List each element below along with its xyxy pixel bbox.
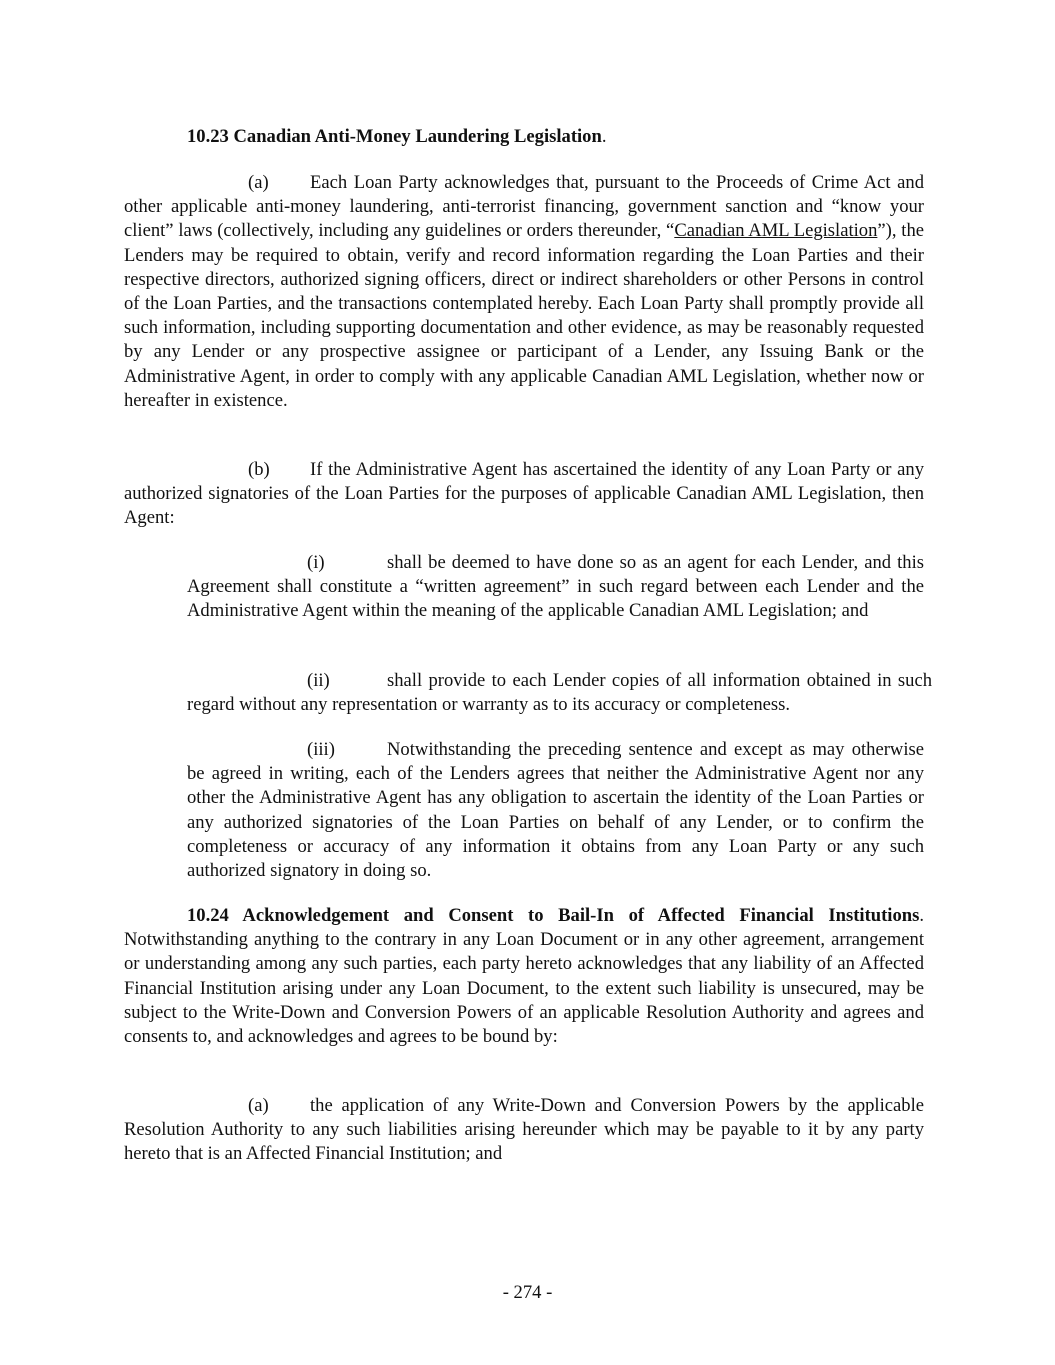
section-10-23-sub-iii: (iii) Notwithstanding the preceding sentence and except as may otherwise be agreed in writing, each of the Lenders agrees that neither the Administrative Agent nor any other the Administrative Agent has any obligation to ascertain the identity of the Loan Parties or any authorized signatories of the Loan Parties on behalf of any Lender, or to confirm the completeness or accuracy of any information it obtains from any Loan Party or any such authorized signatory in doing so. <box>187 739 924 882</box>
section-10-24-para-a: (a) the application of any Write-Down and Conversion Powers by the applicable Resolution Authority to any such liabilities arising hereunder which may be payable to it by any party hereto that is an Affected Financial Institution; and <box>124 1095 924 1165</box>
sub-i-number: (i) <box>307 552 325 573</box>
defined-term-canadian-aml: Canadian AML Legislation <box>674 220 878 242</box>
para-b-number: (b) <box>248 459 270 480</box>
section-10-23-sub-i: (i) shall be deemed to have done so as an agent for each Lender, and this Agreement shall constitute a “written agreement” in such regard between each Lender and the Administrative Agent within the meaning of the applicable Canadian AML Legislation; and <box>187 552 924 622</box>
para-a-number: (a) <box>248 172 269 193</box>
section-10-24-heading: 10.24 Acknowledgement and Consent to Bail-In of Affected Financial Institutions <box>187 905 920 926</box>
section-10-23-para-b: (b) If the Administrative Agent has ascertained the identity of any Loan Party or any authorized signatories of the Loan Parties for the purposes of applicable Canadian AML Legislation, then Agent: <box>124 459 924 529</box>
section-10-23-para-a: (a) Each Loan Party acknowledges that, pursuant to the Proceeds of Crime Act and other applicable anti-money laundering, anti-terrorist financing, government sanction and “know your client” laws (collectively, including any guidelines or orders thereunder, “Canadian AML Legislation”), the Lenders may be required to obtain, verify and record information regarding the Loan Parties and their respective directors, authorized signing officers, direct or indirect shareholders or other Persons in control of the Loan Parties, and the transactions contemplated hereby. Each Loan Party shall promptly provide all such information, including supporting documentation and other evidence, as may be reasonably requested by any Lender or any prospective assignee or participant of a Lender, any Issuing Bank or the Administrative Agent, in order to comply with any applicable Canadian AML Legislation, whether now or hereafter in existence. <box>124 172 924 411</box>
section-10-24: 10.24 Acknowledgement and Consent to Bail-In of Affected Financial Institutions. Notwithstanding anything to the contrary in any Loan Document or in any other agreement, arrangement or understanding among any such parties, each party hereto acknowledges that any liability of an Affected Financial Institution arising under any Loan Document, to the extent such liability is unsecured, may be subject to the Write-Down and Conversion Powers of an applicable Resolution Authority and agrees and consents to, and acknowledges and agrees to be bound by: <box>124 905 924 1048</box>
section-10-24-para-a-number: (a) <box>248 1095 269 1116</box>
section-10-23-heading: 10.23 Canadian Anti-Money Laundering Legislation. <box>187 126 607 147</box>
page-number: - 274 - <box>502 1282 553 1303</box>
sub-iii-number: (iii) <box>307 739 335 760</box>
section-10-23-sub-ii: (ii) shall provide to each Lender copies of all information obtained in such regard without any representation or warranty as to its accuracy or completeness. <box>187 670 932 716</box>
sub-ii-number: (ii) <box>307 670 330 691</box>
